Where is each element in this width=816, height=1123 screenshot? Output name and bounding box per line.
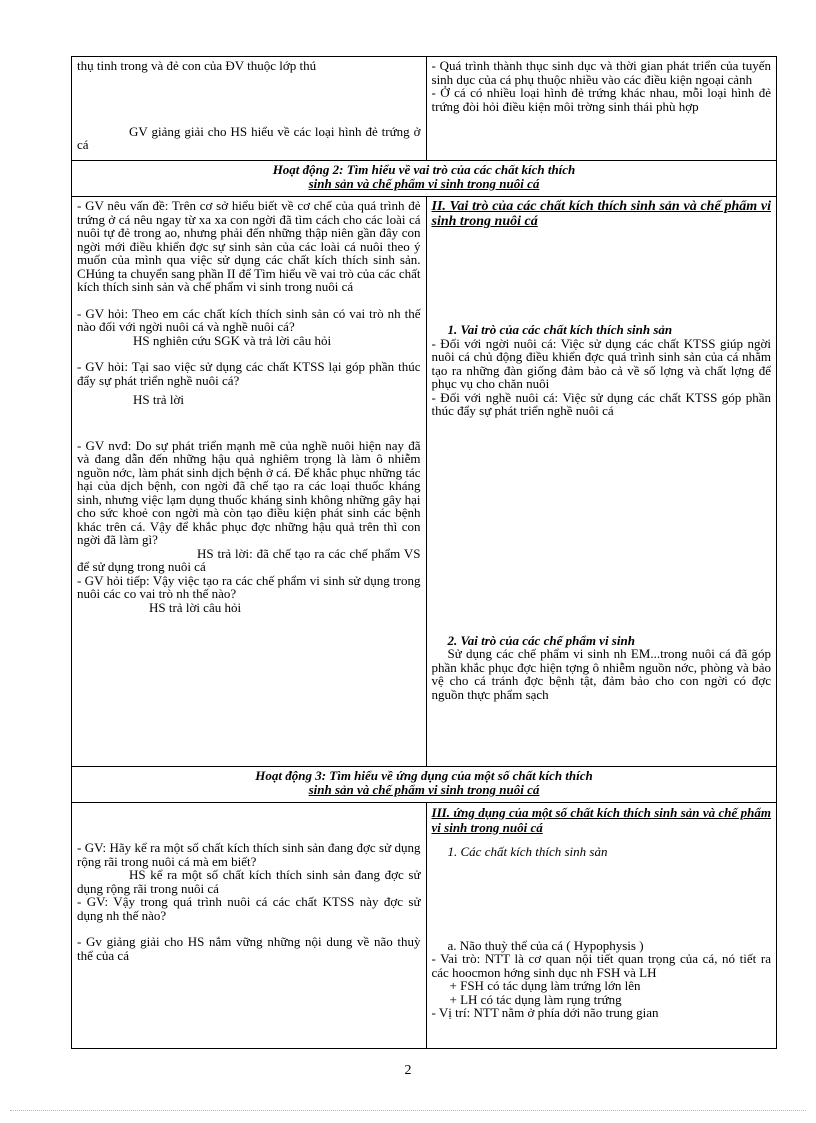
text-line: - GV hỏi: Tại sao việc sử dụng các chất KTSS lại góp phần thúc đẩy sự phát triển nghề nuôi cá? [77, 359, 421, 388]
page-number: 2 [404, 1063, 412, 1078]
footer-divider [10, 1110, 806, 1111]
activity-header [72, 767, 777, 803]
text-line: - GV nvđ: Do sự phát triển mạnh mẽ của nghề nuôi hiện nay đã và đang dẫn đến những hậu quả nghiêm trọng là làm ô nhiễm nguồn nớc, làm phát sinh dịch bệnh ở cá. Để khắc phục những tác hại của dịch bệnh, con ngời đã chế tạo ra các loại thuốc kháng sinh, nhưng việc lạm dụng thuốc kháng sinh không những gây hại cho sức khoẻ con ngời mà còn tạo điều kiện phát sinh các bệnh khác trên cá. Vậy để khắc phục đợc những hậu quả trên thì con ngời đã làm gì? [77, 437, 421, 547]
text-line: - Gv giảng giải cho HS nắm vững những nội dung về não thuỳ thể của cá [77, 934, 421, 963]
lesson-table [71, 56, 777, 1049]
text-line: HS nghiên cứu SGK và trả lời câu hỏi [133, 332, 332, 348]
text-line: - GV hỏi: Theo em các chất kích thích sinh sản có vai trò nh thế nào đối với ngời nuôi cá và nghề nuôi cá? [77, 305, 421, 334]
subsection-heading: 2. Vai trò của các chế phẩm vi sinh [447, 632, 635, 648]
text-line: HS trả lời: đã chế tạo ra các chế phẩm VS để sử dụng trong nuôi cá [77, 545, 421, 574]
table-row [72, 767, 777, 803]
text-line: - Vị trí: NTT nằm ở phía dới não trung gian [431, 1005, 659, 1020]
table-row [72, 57, 777, 161]
text-line: - GV: Vậy trong quá trình nuôi cá các chất KTSS này đợc sử dụng nh thế nào? [77, 894, 421, 923]
activity-title: sinh sản và chế phẩm vi sinh trong nuôi cá [308, 175, 540, 191]
text-line: - GV hỏi tiếp: Vậy việc tạo ra các chế phẩm vi sinh sử dụng trong nuôi các co vai trò nh thế nào? [77, 572, 421, 601]
subsection-heading: 1. Vai trò của các chất kích thích sinh sản [447, 322, 673, 337]
activity-title: sinh sản và chế phẩm vi sinh trong nuôi cá [308, 781, 540, 797]
teacher-activity-cell [72, 197, 427, 767]
text-line: - Vai trò: NTT là cơ quan nội tiết quan trọng của cá, nó tiết ra các hoocmon hớng sinh dục nh FSH và LH [431, 951, 771, 980]
text-line: a. Não thuỳ thể của cá ( Hypophysis ) [447, 937, 644, 953]
text-line: - GV: Hãy kể ra một số chất kích thích sinh sản đang đợc sử dụng rộng rãi trong nuôi cá mà em biết? [77, 840, 421, 869]
teacher-activity-cell [72, 803, 427, 1049]
text-line: - Ở cá có nhiều loại hình đẻ trứng khác nhau, mỗi loại hình đẻ trứng đòi hỏi điều kiện môi trờng sinh thái phù hợp [431, 85, 771, 114]
text-line: HS trả lời câu hỏi [149, 599, 242, 615]
section-heading: III. ứng dụng của một số chất kích thích sinh sản và chế phẩm vi sinh trong nuôi cá [431, 805, 771, 835]
activity-title: Hoạt động 3: Tìm hiểu về ứng dụng của một số chất kích thích [255, 768, 593, 783]
content-cell [426, 57, 776, 161]
section-heading: II. Vai trò của các chất kích thích sinh sản và chế phẩm vi sinh trong nuôi cá [431, 199, 771, 229]
text-line: Sử dụng các chế phẩm vi sinh nh EM...trong nuôi cá đã góp phần khắc phục đợc hiện tợng ô nhiễm nguồn nớc, phòng và bảo vệ cho cá tránh đợc bệnh tật, đảm bảo cho con ngời có đợc nguồn thực phẩm sạch [431, 646, 771, 702]
table-row [72, 197, 777, 767]
text-line: + FSH có tác dụng làm trứng lớn lên [449, 978, 641, 993]
text-line: HS kể ra một số chất kích thích sinh sản đang đợc sử dụng rộng rãi trong nuôi cá [77, 867, 421, 896]
content-cell [426, 803, 776, 1049]
text-line: - Quá trình thành thục sinh dục và thời gian phát triển của tuyến sinh dục của cá phụ thuộc nhiều vào các điều kiện ngoại cảnh [431, 58, 771, 87]
text-line: GV giảng giải cho HS hiểu về các loại hình đẻ trứng ở cá [77, 123, 421, 152]
subsection-heading: 1. Các chất kích thích sinh sản [447, 844, 608, 859]
activity-header [72, 161, 777, 197]
content-cell [426, 197, 776, 767]
text-line: HS trả lời [133, 392, 184, 407]
table-row [72, 161, 777, 197]
text-line: + LH có tác dụng làm rụng trứng [449, 991, 622, 1007]
text-line: thụ tinh trong và đẻ con của ĐV thuộc lớp thú [77, 58, 317, 73]
teacher-activity-cell [72, 57, 427, 161]
text-line: - GV nêu vấn đề: Trên cơ sở hiểu biết về cơ chế của quá trình đẻ trứng ở cá nêu ngay từ xa xa con ngời đã tìm cách cho các loài cá nuôi tự đẻ trong ao, nhưng phải đến những thập niên gần đây con ngời mới điều khiển đợc sự sinh sản của các loài cá nuôi theo ý muốn của mình qua việc sử dụng các chất kích thích sinh sản. CHúng ta chuyển sang phần II để Tìm hiểu về vai trò của các chất kích thích sinh sản và chế phẩm vi sinh trong nuôi cá [77, 198, 421, 294]
activity-title: Hoạt động 2: Tìm hiểu về vai trò của các chất kích thích [272, 162, 576, 177]
text-line: - Đối với nghề nuôi cá: Việc sử dụng các chất KTSS góp phần thúc đẩy sự phát triển nghề nuôi cá [431, 389, 771, 418]
table-row [72, 803, 777, 1049]
text-line: - Đối với ngời nuôi cá: Việc sử dụng các chất KTSS giúp ngời nuôi cá chủ động điều khiển đợc quá trình sinh sản của cá nhằm tạo ra những đàn giống đảm bảo cả về số lợng và chất lợng để phục vụ cho chăn nuôi [431, 335, 771, 391]
